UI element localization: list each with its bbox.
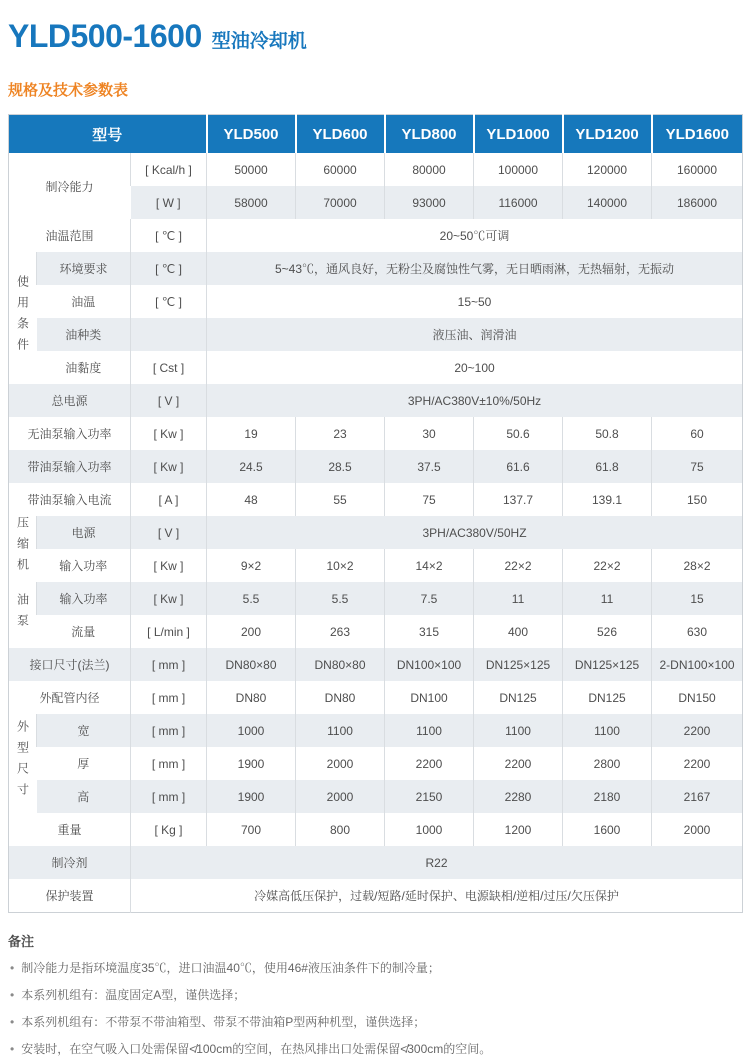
value-cell: DN100: [385, 681, 474, 714]
table-row: [9, 549, 743, 582]
value-cell: 冷媒高低压保护，过载/短路/延时保护、电源缺相/逆相/过压/欠压保护: [131, 879, 743, 913]
row-label: 无油泵输入功率: [9, 417, 131, 450]
table-row: [9, 483, 743, 516]
unit-cell: [ Kw ]: [131, 450, 207, 483]
value-cell: 1100: [385, 714, 474, 747]
value-cell: 11: [563, 582, 652, 615]
value-cell: 1000: [385, 813, 474, 846]
notes-section: [8, 931, 742, 1058]
value-cell: 2200: [474, 747, 563, 780]
value-cell: 150: [652, 483, 743, 516]
unit-cell: [ W ]: [131, 186, 207, 219]
row-label: 油黏度: [37, 351, 131, 384]
bullet-icon: •: [10, 961, 15, 975]
table-row: [9, 285, 743, 318]
unit-cell: [131, 318, 207, 351]
value-cell: 700: [207, 813, 296, 846]
row-label: 油种类: [37, 318, 131, 351]
value-cell: 100000: [474, 153, 563, 186]
row-label: 带油泵输入功率: [9, 450, 131, 483]
value-cell: 116000: [474, 186, 563, 219]
row-label: 厚: [37, 747, 131, 780]
note-text: 制冷能力是指环境温度35℃，进口油温40℃，使用46#液压油条件下的制冷量；: [21, 961, 440, 975]
value-cell: 1100: [296, 714, 385, 747]
value-cell: 2000: [296, 747, 385, 780]
unit-cell: [ mm ]: [131, 681, 207, 714]
unit-cell: [ L/min ]: [131, 615, 207, 648]
table-row: [9, 318, 743, 351]
row-label: 带油泵输入电流: [9, 483, 131, 516]
header-cell: YLD800: [385, 115, 474, 154]
row-label: 电源: [37, 516, 131, 549]
table-row: [9, 153, 743, 186]
value-cell: 200: [207, 615, 296, 648]
value-cell: 37.5: [385, 450, 474, 483]
value-cell: 28.5: [296, 450, 385, 483]
value-cell: 2200: [652, 747, 743, 780]
value-cell: 液压油、润滑油: [207, 318, 743, 351]
spec-table-body: [9, 153, 743, 913]
table-row: [9, 615, 743, 648]
section-subtitle: 规格及技术参数表: [8, 82, 129, 99]
table-row: [9, 780, 743, 813]
value-cell: 2200: [652, 714, 743, 747]
value-cell: 2280: [474, 780, 563, 813]
row-label: 油温: [37, 285, 131, 318]
value-cell: 93000: [385, 186, 474, 219]
note-text: 安装时，在空气吸入口处需保留≮100cm的空间，在热风排出口处需保留≮300cm的空间。: [21, 1042, 492, 1056]
unit-cell: [ A ]: [131, 483, 207, 516]
value-cell: 315: [385, 615, 474, 648]
value-cell: 137.7: [474, 483, 563, 516]
value-cell: 263: [296, 615, 385, 648]
row-label: 制冷能力: [9, 153, 131, 219]
group-label-text: 压缩机: [15, 516, 30, 579]
value-cell: 2180: [563, 780, 652, 813]
row-label: 重量: [9, 813, 131, 846]
value-cell: 61.8: [563, 450, 652, 483]
model-title-suffix: 型油冷却机: [211, 31, 307, 52]
value-cell: 10×2: [296, 549, 385, 582]
value-cell: 80000: [385, 153, 474, 186]
unit-cell: [ Kcal/h ]: [131, 153, 207, 186]
value-cell: 630: [652, 615, 743, 648]
value-cell: 28×2: [652, 549, 743, 582]
table-row: [9, 813, 743, 846]
unit-cell: [ Kg ]: [131, 813, 207, 846]
bullet-icon: •: [10, 988, 15, 1002]
unit-cell: [ Cst ]: [131, 351, 207, 384]
value-cell: 60: [652, 417, 743, 450]
value-cell: 1900: [207, 780, 296, 813]
unit-cell: [ mm ]: [131, 747, 207, 780]
value-cell: 5.5: [296, 582, 385, 615]
value-cell: 15: [652, 582, 743, 615]
value-cell: 23: [296, 417, 385, 450]
unit-cell: [ mm ]: [131, 780, 207, 813]
value-cell: 55: [296, 483, 385, 516]
value-cell: 2800: [563, 747, 652, 780]
row-label: 总电源: [9, 384, 131, 417]
header-cell: YLD1000: [474, 115, 563, 154]
bullet-icon: •: [10, 1015, 15, 1029]
unit-cell: [ ℃ ]: [131, 219, 207, 252]
note-text: 本系列机组有：不带泵不带油箱型、带泵不带油箱P型两种机型，谨供选择；: [21, 1015, 426, 1029]
row-label: 外配管内径: [9, 681, 131, 714]
value-cell: 22×2: [563, 549, 652, 582]
group-cell: [9, 252, 37, 384]
value-cell: 2167: [652, 780, 743, 813]
value-cell: DN125×125: [563, 648, 652, 681]
value-cell: 70000: [296, 186, 385, 219]
value-cell: 75: [385, 483, 474, 516]
table-row: [9, 879, 743, 913]
header-cell: YLD1600: [652, 115, 743, 154]
value-cell: 22×2: [474, 549, 563, 582]
value-cell: 61.6: [474, 450, 563, 483]
value-cell: 1600: [563, 813, 652, 846]
group-label-text: 使用条件: [15, 274, 30, 359]
value-cell: 526: [563, 615, 652, 648]
table-row: [9, 219, 743, 252]
value-cell: 1100: [474, 714, 563, 747]
value-cell: DN100×100: [385, 648, 474, 681]
header-cell: YLD500: [207, 115, 296, 154]
group-cell: [9, 714, 37, 813]
table-row: [9, 351, 743, 384]
unit-cell: [ Kw ]: [131, 549, 207, 582]
table-row: [9, 582, 743, 615]
value-cell: 2000: [652, 813, 743, 846]
value-cell: 3PH/AC380V±10%/50Hz: [207, 384, 743, 417]
header-cell: YLD1200: [563, 115, 652, 154]
row-label: 输入功率: [37, 582, 131, 615]
value-cell: 186000: [652, 186, 743, 219]
value-cell: 60000: [296, 153, 385, 186]
value-cell: 11: [474, 582, 563, 615]
bullet-icon: •: [10, 1042, 15, 1056]
row-label: 油温范围: [9, 219, 131, 252]
table-row: [9, 384, 743, 417]
value-cell: 14×2: [385, 549, 474, 582]
value-cell: 160000: [652, 153, 743, 186]
unit-cell: [ ℃ ]: [131, 285, 207, 318]
table-row: [9, 516, 743, 549]
value-cell: 7.5: [385, 582, 474, 615]
unit-cell: [ V ]: [131, 516, 207, 549]
value-cell: 15~50: [207, 285, 743, 318]
unit-cell: [ Kw ]: [131, 417, 207, 450]
value-cell: 9×2: [207, 549, 296, 582]
value-cell: 2150: [385, 780, 474, 813]
unit-cell: [ mm ]: [131, 648, 207, 681]
header-cell: 型号: [9, 115, 207, 154]
value-cell: DN80: [296, 681, 385, 714]
spec-table-header: [9, 115, 743, 154]
value-cell: 2000: [296, 780, 385, 813]
note-item: [8, 986, 742, 1004]
value-cell: 30: [385, 417, 474, 450]
row-label: 保护装置: [9, 879, 131, 913]
value-cell: 140000: [563, 186, 652, 219]
header-cell: YLD600: [296, 115, 385, 154]
value-cell: 50000: [207, 153, 296, 186]
row-label: 宽: [37, 714, 131, 747]
value-cell: 20~50℃可调: [207, 219, 743, 252]
unit-cell: [ ℃ ]: [131, 252, 207, 285]
row-label: 接口尺寸(法兰): [9, 648, 131, 681]
table-row: [9, 681, 743, 714]
notes-list: [8, 959, 742, 1058]
value-cell: R22: [131, 846, 743, 879]
value-cell: 5~43℃，通风良好，无粉尘及腐蚀性气雾，无日晒雨淋，无热辐射，无振动: [207, 252, 743, 285]
note-item: [8, 1040, 742, 1058]
value-cell: 48: [207, 483, 296, 516]
value-cell: 3PH/AC380V/50HZ: [207, 516, 743, 549]
value-cell: DN125: [563, 681, 652, 714]
value-cell: DN80×80: [296, 648, 385, 681]
value-cell: DN80: [207, 681, 296, 714]
unit-cell: [ V ]: [131, 384, 207, 417]
value-cell: 1900: [207, 747, 296, 780]
row-label: 流量: [37, 615, 131, 648]
value-cell: 2-DN100×100: [652, 648, 743, 681]
note-item: [8, 1013, 742, 1031]
notes-title: 备注: [8, 934, 35, 949]
row-label: 输入功率: [37, 549, 131, 582]
spec-table: [8, 114, 743, 913]
note-item: [8, 959, 742, 977]
value-cell: DN125: [474, 681, 563, 714]
table-row: [9, 648, 743, 681]
group-label-text: 油泵: [15, 592, 30, 635]
value-cell: 24.5: [207, 450, 296, 483]
value-cell: 20~100: [207, 351, 743, 384]
value-cell: 139.1: [563, 483, 652, 516]
unit-cell: [ Kw ]: [131, 582, 207, 615]
value-cell: 400: [474, 615, 563, 648]
value-cell: 1200: [474, 813, 563, 846]
value-cell: DN150: [652, 681, 743, 714]
table-row: [9, 846, 743, 879]
table-row: [9, 252, 743, 285]
value-cell: 50.8: [563, 417, 652, 450]
value-cell: DN125×125: [474, 648, 563, 681]
row-label: 制冷剂: [9, 846, 131, 879]
value-cell: 2200: [385, 747, 474, 780]
note-text: 本系列机组有：温度固定A型，谨供选择；: [21, 988, 246, 1002]
header-row: [9, 115, 743, 154]
value-cell: DN80×80: [207, 648, 296, 681]
table-row: [9, 450, 743, 483]
group-cell: [9, 516, 37, 582]
value-cell: 800: [296, 813, 385, 846]
model-title: YLD500-1600: [8, 18, 202, 54]
value-cell: 58000: [207, 186, 296, 219]
row-label: 高: [37, 780, 131, 813]
value-cell: 1000: [207, 714, 296, 747]
row-label: 环境要求: [37, 252, 131, 285]
value-cell: 50.6: [474, 417, 563, 450]
value-cell: 19: [207, 417, 296, 450]
table-row: [9, 417, 743, 450]
value-cell: 120000: [563, 153, 652, 186]
group-cell: [9, 582, 37, 648]
unit-cell: [ mm ]: [131, 714, 207, 747]
value-cell: 5.5: [207, 582, 296, 615]
group-label-text: 外型尺寸: [15, 720, 30, 804]
value-cell: 1100: [563, 714, 652, 747]
table-row: [9, 747, 743, 780]
page-title: [8, 18, 742, 55]
table-row: [9, 714, 743, 747]
value-cell: 75: [652, 450, 743, 483]
